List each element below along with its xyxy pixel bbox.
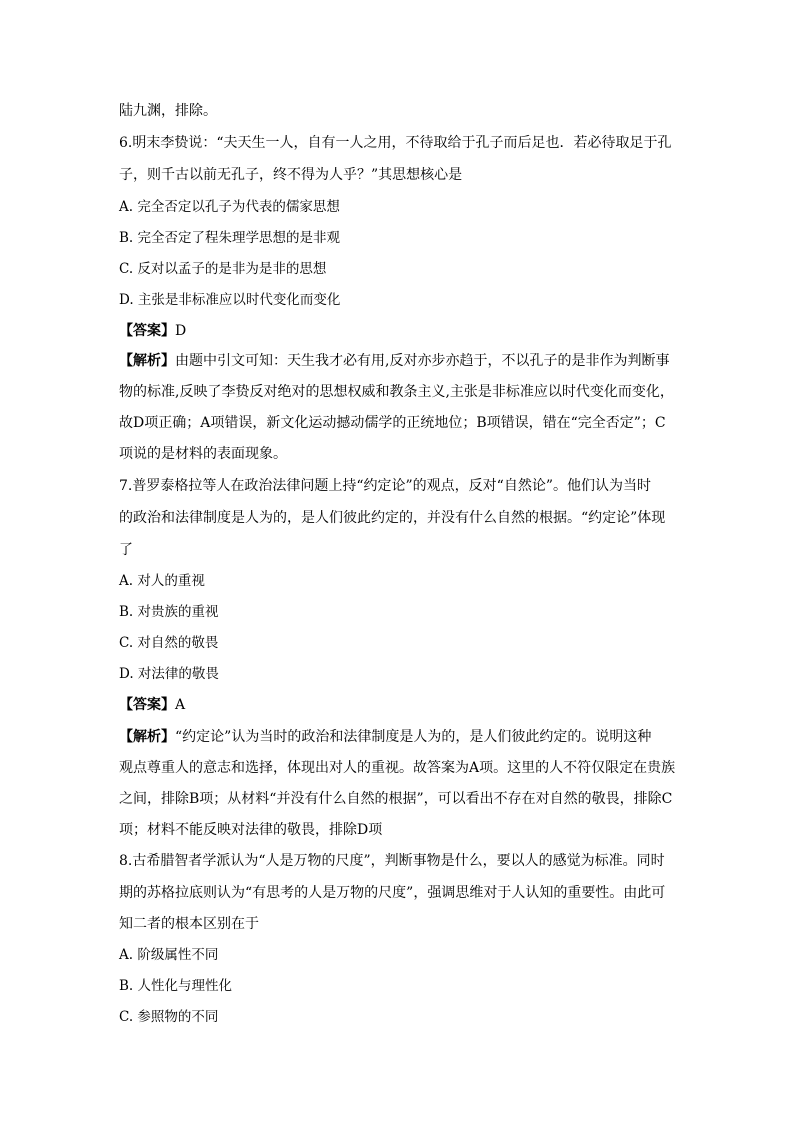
- q7-stem-line-2: 的政治和法律制度是人为的，是人们彼此约定的，并没有什么自然的根据。“约定论”体现: [119, 510, 666, 526]
- q6-option-b: B. 完全否定了程朱理学思想的是非观: [119, 230, 341, 246]
- q6-stem-line-2: 子，则千古以前无孔子，终不得为人乎？”其思想核心是: [119, 167, 463, 183]
- q6-stem-line-1: 6.明末李贽说：“夫天生一人，自有一人之用，不待取给于孔子而后足也．若必待取足于孔: [119, 135, 672, 151]
- q8-option-a: A. 阶级属性不同: [119, 947, 219, 963]
- q7-option-c: C. 对自然的敬畏: [119, 635, 219, 651]
- answer-value: A: [175, 697, 186, 713]
- q6-analysis-line-3: 故D项正确；A项错误，新文化运动撼动儒学的正统地位；B项错误，错在“完全否定”；C: [119, 415, 666, 431]
- q6-analysis-line-1: 【解析】由题中引文可知：天生我才必有用,反对亦步亦趋于，不以孔子的是非作为判断事: [119, 353, 670, 369]
- analysis-label: 【解析】: [119, 729, 175, 745]
- q7-option-b: B. 对贵族的重视: [119, 604, 219, 620]
- q6-option-a: A. 完全否定以孔子为代表的儒家思想: [119, 199, 340, 215]
- previous-analysis-tail: 陆九渊，排除。: [119, 103, 217, 119]
- q8-option-b: B. 人性化与理性化: [119, 978, 233, 994]
- q7-analysis-line-2: 观点尊重人的意志和选择，体现出对人的重视。故答案为A项。这里的人不符仅限定在贵族: [119, 760, 676, 776]
- q6-option-d: D. 主张是非标准应以时代变化而变化: [119, 292, 341, 308]
- q8-stem-line-2: 期的苏格拉底则认为“有思考的人是万物的尺度”，强调思维对于人认知的重要性。由此可: [119, 885, 666, 901]
- q8-stem-line-1: 8.古希腊智者学派认为“人是万物的尺度”，判断事物是什么，要以人的感觉为标准。同时: [119, 853, 665, 869]
- q7-analysis-line-1: 【解析】“约定论”认为当时的政治和法律制度是人为的，是人们彼此约定的。说明这种: [119, 729, 652, 745]
- q8-stem-line-3: 知二者的根本区别在于: [119, 916, 259, 932]
- answer-label: 【答案】: [119, 323, 175, 339]
- q7-analysis-line-4: 项；材料不能反映对法律的敬畏，排除D项: [119, 822, 383, 838]
- q7-stem-line-1: 7.普罗泰格拉等人在政治法律问题上持“约定论”的观点，反对“自然论”。他们认为当时: [119, 478, 651, 494]
- q8-option-c: C. 参照物的不同: [119, 1009, 219, 1025]
- answer-value: D: [175, 323, 187, 339]
- analysis-label: 【解析】: [119, 353, 175, 369]
- q6-answer: [119, 321, 679, 341]
- q6-option-c: C. 反对以孟子的是非为是非的思想: [119, 261, 327, 277]
- q6-analysis-line-2: 物的标准,反映了李贽反对绝对的思想权威和教条主义,主张是非标准应以时代变化而变化，: [119, 384, 674, 400]
- q6-analysis-line-4: 项说的是材料的表面现象。: [119, 446, 287, 462]
- q7-stem-line-3: 了: [119, 542, 133, 558]
- q7-analysis-line-3: 之间，排除B项；从材料“并没有什么自然的根据”，可以看出不存在对自然的敬畏，排除C: [119, 791, 673, 807]
- q7-option-a: A. 对人的重视: [119, 573, 205, 589]
- q7-option-d: D. 对法律的敬畏: [119, 666, 219, 682]
- q7-answer: [119, 695, 679, 715]
- answer-label: 【答案】: [119, 697, 175, 713]
